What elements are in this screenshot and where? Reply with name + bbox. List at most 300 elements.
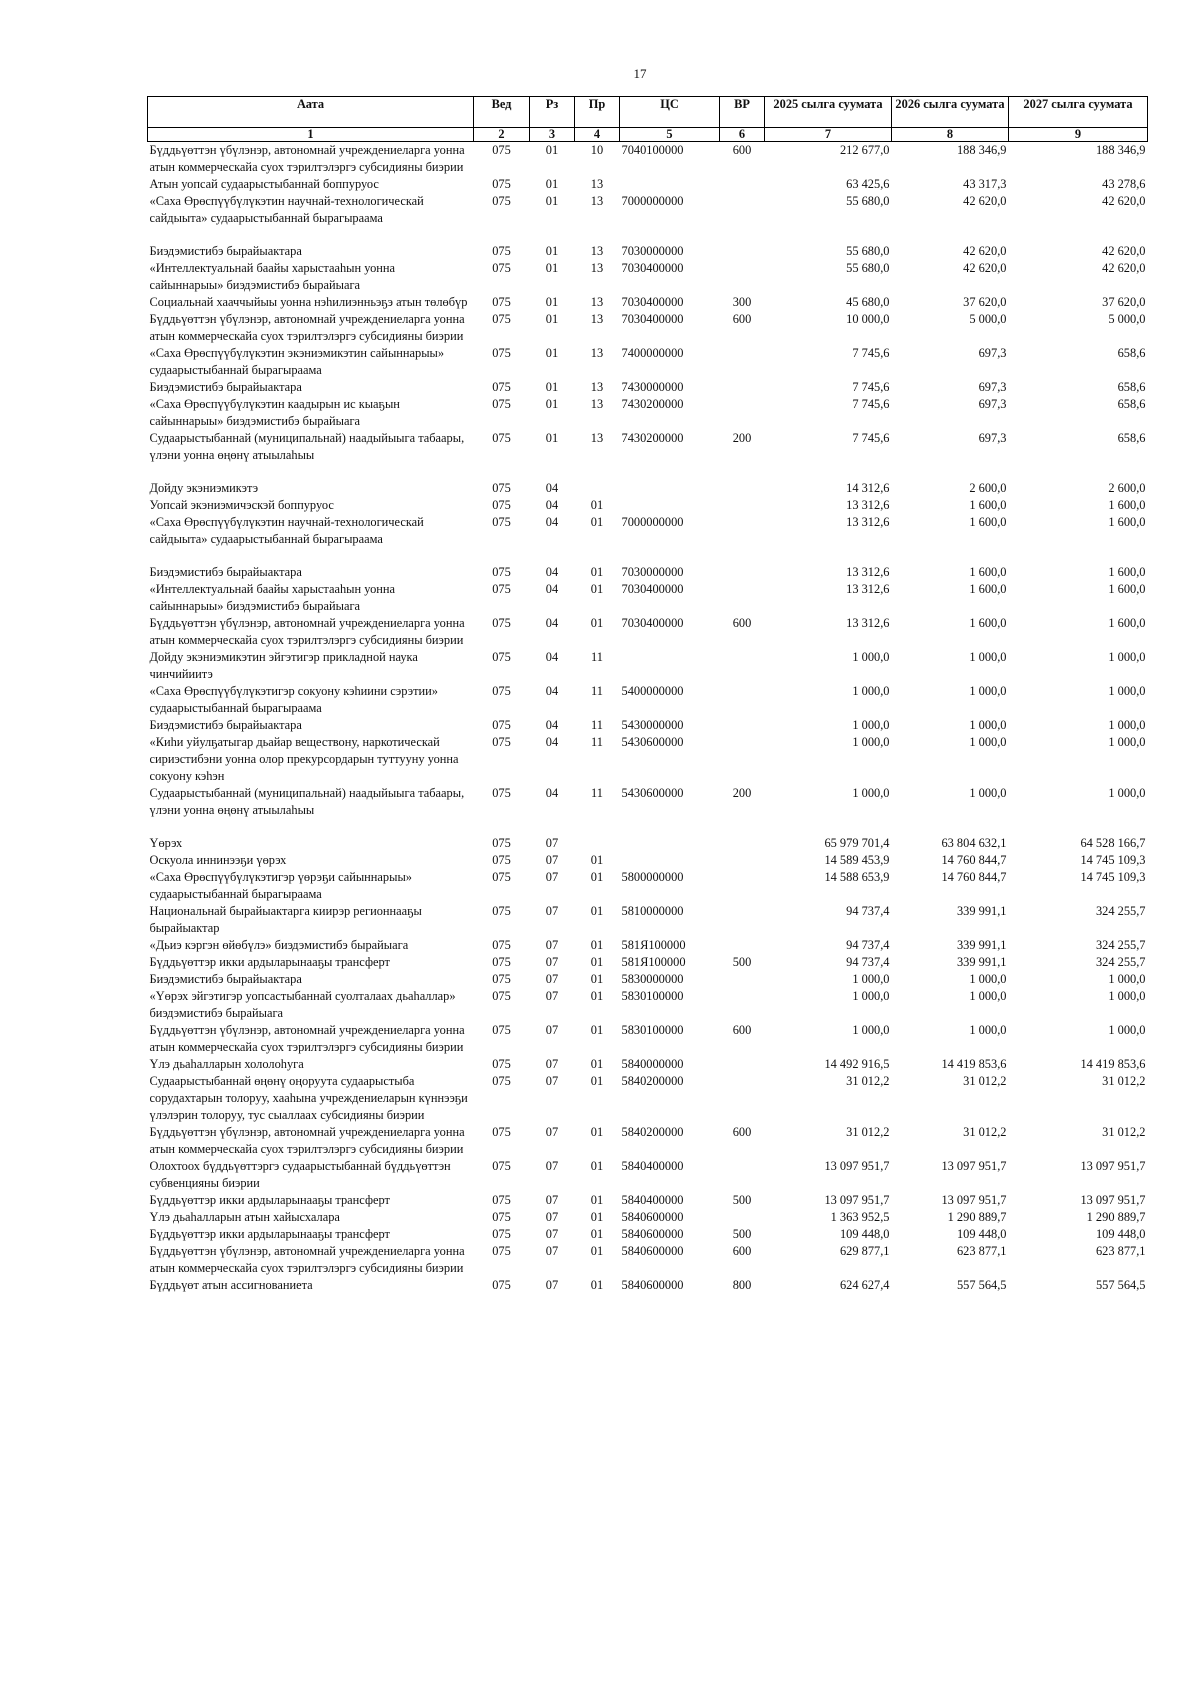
amount-2026-cell: 31 012,2: [963, 1074, 1007, 1088]
amount-2027-cell: 42 620,0: [1102, 244, 1146, 258]
amount-2027-cell: 658,6: [1117, 397, 1146, 411]
amount-2025-cell: 1 000,0: [852, 684, 890, 698]
amount-2027-cell: 64 528 166,7: [1080, 836, 1146, 850]
row-name-cell: «Саха Өрөспүүбүлүкэтин научнай-технологическай сайдыыта» судаарыстыбаннай бырагыраама: [149, 515, 424, 546]
pr-cell: 01: [590, 515, 604, 529]
amount-2027-cell: 43 278,6: [1102, 177, 1146, 191]
table-row: [148, 142, 1148, 177]
ved-cell: 075: [492, 853, 511, 867]
amount-2027-cell: 14 419 853,6: [1080, 1057, 1146, 1071]
rz-cell: 01: [545, 244, 559, 258]
col-index: 5: [620, 128, 720, 142]
amount-2026-cell: 42 620,0: [963, 194, 1007, 208]
rz-cell: 01: [545, 346, 559, 360]
vr-cell: 600: [732, 616, 752, 630]
amount-2027-cell: 324 255,7: [1095, 955, 1146, 969]
amount-2025-cell: 13 312,6: [846, 582, 890, 596]
table-row: [148, 835, 1148, 852]
pr-cell: 01: [590, 1057, 604, 1071]
row-name-cell: Уопсай экэниэмичэскэй боппуруос: [149, 498, 334, 512]
pr-cell: 01: [590, 972, 604, 986]
cs-cell: [620, 497, 720, 514]
table-row: [148, 1192, 1148, 1209]
col-index: 9: [1009, 128, 1148, 142]
amount-2027-cell: 31 012,2: [1102, 1125, 1146, 1139]
vr-cell: [720, 1209, 765, 1226]
rz-cell: 01: [545, 312, 559, 326]
rz-cell: 04: [545, 565, 559, 579]
cs-cell: [620, 835, 720, 852]
amount-2025-cell: 1 000,0: [852, 650, 890, 664]
pr-cell: 01: [590, 955, 604, 969]
row-name-cell: «Интеллектуальнай баайы харыстааһын уонна сайыннарыы» биэдэмистибэ бырайыага: [149, 582, 396, 613]
vr-cell: 200: [732, 431, 752, 445]
amount-2025-cell: 31 012,2: [846, 1074, 890, 1088]
ved-cell: 075: [492, 295, 511, 309]
ved-cell: 075: [492, 735, 511, 749]
table-row: [148, 1209, 1148, 1226]
row-name-cell: Бүддьүөттэр икки ардыларынааҕы трансферт: [149, 1227, 390, 1241]
vr-cell: [720, 683, 765, 717]
amount-2025-cell: 13 312,6: [846, 565, 890, 579]
rz-cell: 07: [545, 904, 559, 918]
table-row: [148, 615, 1148, 649]
amount-2026-cell: 14 419 853,6: [941, 1057, 1007, 1071]
amount-2026-cell: 339 991,1: [956, 938, 1007, 952]
rz-cell: 04: [545, 786, 559, 800]
ved-cell: 075: [492, 1210, 511, 1224]
row-name-cell: Олохтоох бүддьүөттэргэ судаарыстыбаннай бүддьүөттэн субвенцияны биэрии: [149, 1159, 451, 1190]
row-name-cell: Биэдэмистибэ бырайыактара: [149, 380, 302, 394]
pr-cell: 11: [591, 786, 603, 800]
row-name-cell: Бүддьүөт атын ассигнованиета: [149, 1278, 313, 1292]
row-name-cell: «Саха Өрөспүүбүлүкэтин научнай-технологическай сайдыыта» судаарыстыбаннай бырагыраама: [149, 194, 424, 225]
amount-2027-cell: 1 600,0: [1108, 616, 1146, 630]
cs-cell: 5830100000: [621, 989, 684, 1003]
pr-cell: 01: [590, 582, 604, 596]
amount-2027-cell: 1 000,0: [1108, 786, 1146, 800]
vr-cell: [720, 260, 765, 294]
row-name-cell: «Интеллектуальнай баайы харыстааһын уонна сайыннарыы» биэдэмистибэ бырайыага: [149, 261, 396, 292]
vr-cell: [720, 734, 765, 785]
cs-cell: 7430200000: [621, 431, 684, 445]
rz-cell: 07: [545, 1023, 559, 1037]
amount-2025-cell: 13 097 951,7: [824, 1159, 890, 1173]
amount-2025-cell: 7 745,6: [852, 346, 890, 360]
row-name-cell: Социальнай хааччыйыы уонна нэһилиэнньэҕэ атын төлөбүр: [149, 295, 468, 309]
row-name-cell: Судаарыстыбаннай өңөнү оңоруута судаарыстыба сорудахтарын толоруу, хааһына учреждениеларын күннээҕи үлэлэрин толоруу, тус сыаллаах субсидияны биэрии: [149, 1074, 468, 1122]
cs-cell: 5430600000: [621, 735, 684, 749]
vr-cell: [720, 581, 765, 615]
cs-cell: 5830100000: [621, 1023, 684, 1037]
vr-cell: [720, 379, 765, 396]
cs-cell: 7030000000: [621, 244, 684, 258]
pr-cell: 01: [590, 1159, 604, 1173]
pr-cell: 13: [590, 194, 604, 208]
vr-cell: [720, 869, 765, 903]
table-row: [148, 1158, 1148, 1192]
amount-2025-cell: 63 425,6: [846, 177, 890, 191]
ved-cell: 075: [492, 786, 511, 800]
amount-2025-cell: 14 492 916,5: [824, 1057, 890, 1071]
pr-cell: 11: [591, 650, 603, 664]
amount-2025-cell: 1 000,0: [852, 1023, 890, 1037]
vr-cell: [720, 1056, 765, 1073]
amount-2026-cell: 1 600,0: [969, 582, 1007, 596]
amount-2026-cell: 43 317,3: [963, 177, 1007, 191]
cs-cell: [620, 176, 720, 193]
table-row: [148, 717, 1148, 734]
amount-2027-cell: 1 600,0: [1108, 515, 1146, 529]
vr-cell: [720, 480, 765, 497]
amount-2025-cell: 45 680,0: [846, 295, 890, 309]
rz-cell: 04: [545, 582, 559, 596]
rz-cell: 07: [545, 1227, 559, 1241]
amount-2027-cell: 623 877,1: [1095, 1244, 1146, 1258]
col-index: 1: [148, 128, 474, 142]
amount-2027-cell: 109 448,0: [1095, 1227, 1146, 1241]
cs-cell: 5840200000: [621, 1125, 684, 1139]
table-row: [148, 1243, 1148, 1277]
pr-cell: 13: [590, 244, 604, 258]
vr-cell: [720, 514, 765, 548]
amount-2026-cell: 1 000,0: [969, 735, 1007, 749]
vr-cell: [720, 988, 765, 1022]
col-index: 8: [892, 128, 1009, 142]
table-row: [148, 649, 1148, 683]
amount-2025-cell: 629 877,1: [839, 1244, 890, 1258]
col-header-2027: 2027 сылга суумата: [1009, 97, 1148, 128]
rz-cell: 04: [545, 684, 559, 698]
amount-2026-cell: 13 097 951,7: [941, 1159, 1007, 1173]
ved-cell: 075: [492, 380, 511, 394]
vr-cell: [720, 852, 765, 869]
vr-cell: [720, 717, 765, 734]
ved-cell: 075: [492, 836, 511, 850]
amount-2025-cell: 1 000,0: [852, 735, 890, 749]
col-index: 4: [575, 128, 620, 142]
table-row: [148, 988, 1148, 1022]
rz-cell: 07: [545, 1244, 559, 1258]
cs-cell: 7030400000: [621, 582, 684, 596]
amount-2026-cell: 14 760 844,7: [941, 870, 1007, 884]
page-number: 17: [633, 66, 647, 81]
amount-2027-cell: 1 000,0: [1108, 718, 1146, 732]
spacer-row: [148, 548, 1148, 564]
table-row: [148, 480, 1148, 497]
amount-2025-cell: 624 627,4: [839, 1278, 890, 1292]
table-row: [148, 852, 1148, 869]
rz-cell: 07: [545, 1278, 559, 1292]
rz-cell: 07: [545, 938, 559, 952]
vr-cell: [720, 1073, 765, 1124]
amount-2027-cell: 658,6: [1117, 346, 1146, 360]
amount-2027-cell: 1 600,0: [1108, 582, 1146, 596]
ved-cell: 075: [492, 1023, 511, 1037]
table-row: [148, 1277, 1148, 1294]
amount-2025-cell: 13 312,6: [846, 515, 890, 529]
cs-cell: 7030400000: [621, 295, 684, 309]
table-row: [148, 683, 1148, 717]
row-name-cell: Судаарыстыбаннай (муниципальнай) наадыйыыга табаары, үлэни уонна өңөнү атыылаһыы: [149, 431, 465, 462]
ved-cell: 075: [492, 1278, 511, 1292]
cs-cell: 5840400000: [621, 1159, 684, 1173]
amount-2026-cell: 14 760 844,7: [941, 853, 1007, 867]
amount-2026-cell: 697,3: [978, 431, 1007, 445]
amount-2026-cell: 1 000,0: [969, 786, 1007, 800]
table-header: [148, 97, 1148, 142]
amount-2026-cell: 1 600,0: [969, 565, 1007, 579]
ved-cell: 075: [492, 989, 511, 1003]
pr-cell: 01: [590, 565, 604, 579]
ved-cell: 075: [492, 1244, 511, 1258]
vr-cell: [720, 564, 765, 581]
rz-cell: 07: [545, 955, 559, 969]
table-row: [148, 1226, 1148, 1243]
cs-cell: 7000000000: [621, 194, 684, 208]
ved-cell: 075: [492, 684, 511, 698]
amount-2026-cell: 1 000,0: [969, 1023, 1007, 1037]
vr-cell: [720, 176, 765, 193]
rz-cell: 01: [545, 397, 559, 411]
amount-2025-cell: 7 745,6: [852, 431, 890, 445]
ved-cell: 075: [492, 1057, 511, 1071]
amount-2026-cell: 13 097 951,7: [941, 1193, 1007, 1207]
pr-cell: 10: [590, 143, 604, 157]
rz-cell: 01: [545, 261, 559, 275]
amount-2026-cell: 1 600,0: [969, 616, 1007, 630]
amount-2027-cell: 42 620,0: [1102, 194, 1146, 208]
amount-2025-cell: 1 000,0: [852, 718, 890, 732]
rz-cell: 04: [545, 718, 559, 732]
pr-cell: 01: [590, 1210, 604, 1224]
table-row: [148, 903, 1148, 937]
vr-cell: 200: [732, 786, 752, 800]
col-header-ved: Вед: [474, 97, 530, 128]
amount-2026-cell: 109 448,0: [956, 1227, 1007, 1241]
amount-2027-cell: 37 620,0: [1102, 295, 1146, 309]
pr-cell: 01: [590, 989, 604, 1003]
budget-table: [147, 96, 1148, 1294]
vr-cell: 500: [732, 955, 752, 969]
amount-2026-cell: 1 000,0: [969, 650, 1007, 664]
rz-cell: 04: [545, 735, 559, 749]
amount-2027-cell: 557 564,5: [1095, 1278, 1146, 1292]
rz-cell: 07: [545, 1074, 559, 1088]
cs-cell: 5840600000: [621, 1244, 684, 1258]
amount-2025-cell: 10 000,0: [846, 312, 890, 326]
ved-cell: 075: [492, 481, 511, 495]
amount-2027-cell: 13 097 951,7: [1080, 1159, 1146, 1173]
amount-2025-cell: 14 588 653,9: [824, 870, 890, 884]
amount-2027-cell: 2 600,0: [1108, 481, 1146, 495]
pr-cell: 01: [590, 904, 604, 918]
pr-cell: 01: [590, 1023, 604, 1037]
row-name-cell: «Саха Өрөспүүбүлүкэтин экэниэмикэтин сайыннарыы» судаарыстыбаннай бырагыраама: [149, 346, 445, 377]
ved-cell: 075: [492, 718, 511, 732]
amount-2025-cell: 31 012,2: [846, 1125, 890, 1139]
cs-cell: 5810000000: [621, 904, 684, 918]
ved-cell: 075: [492, 1074, 511, 1088]
pr-cell: 01: [590, 1244, 604, 1258]
table-row: [148, 1022, 1148, 1056]
amount-2025-cell: 94 737,4: [846, 938, 890, 952]
ved-cell: 075: [492, 972, 511, 986]
amount-2027-cell: 42 620,0: [1102, 261, 1146, 275]
table-row: [148, 581, 1148, 615]
pr-cell: 01: [590, 938, 604, 952]
row-name-cell: Биэдэмистибэ бырайыактара: [149, 718, 302, 732]
ved-cell: 075: [492, 312, 511, 326]
cs-cell: 581Я100000: [621, 955, 686, 969]
row-name-cell: «Дьиэ кэргэн өйөбүлэ» биэдэмистибэ бырайыага: [149, 938, 409, 952]
vr-cell: [720, 497, 765, 514]
amount-2027-cell: 14 745 109,3: [1080, 870, 1146, 884]
rz-cell: 01: [545, 143, 559, 157]
vr-cell: [720, 1158, 765, 1192]
row-name-cell: «Саха Өрөспүүбүлүкэтигэр үөрэҕи сайыннарыы» судаарыстыбаннай бырагыраама: [149, 870, 412, 901]
pr-cell: 01: [590, 1278, 604, 1292]
row-name-cell: Үлэ дьаһалларын хололоһуга: [149, 1057, 304, 1071]
cs-cell: 7030400000: [621, 312, 684, 326]
amount-2025-cell: 1 000,0: [852, 972, 890, 986]
pr-cell: 13: [590, 295, 604, 309]
pr-cell: 11: [591, 735, 603, 749]
amount-2026-cell: 188 346,9: [956, 143, 1007, 157]
row-name-cell: Бүддьүөттэн үбүлэнэр, автономнай учреждениеларга уонна атын коммерческайа суох тэрилтэлэргэ субсидияны биэрии: [149, 312, 465, 343]
amount-2027-cell: 13 097 951,7: [1080, 1193, 1146, 1207]
vr-cell: [720, 971, 765, 988]
row-name-cell: Бүддьүөттэн үбүлэнэр, автономнай учреждениеларга уонна атын коммерческайа суох тэрилтэлэргэ субсидияны биэрии: [149, 616, 465, 647]
row-name-cell: Дойду экэниэмикэтин эйгэтигэр прикладной наука чинчийиитэ: [149, 650, 418, 681]
cs-cell: 5430000000: [621, 718, 684, 732]
amount-2027-cell: 658,6: [1117, 431, 1146, 445]
row-name-cell: Бүддьүөттэн үбүлэнэр, автономнай учреждениеларга уонна атын коммерческайа суох тэрилтэлэргэ субсидияны биэрии: [149, 1023, 465, 1054]
cs-cell: 5840600000: [621, 1227, 684, 1241]
table-row: [148, 294, 1148, 311]
rz-cell: 07: [545, 989, 559, 1003]
row-name-cell: Судаарыстыбаннай (муниципальнай) наадыйыыга табаары, үлэни уонна өңөнү атыылаһыы: [149, 786, 465, 817]
amount-2025-cell: 55 680,0: [846, 194, 890, 208]
table-row: [148, 1124, 1148, 1158]
amount-2027-cell: 1 000,0: [1108, 684, 1146, 698]
rz-cell: 04: [545, 650, 559, 664]
vr-cell: [720, 903, 765, 937]
pr-cell: 13: [590, 380, 604, 394]
amount-2026-cell: 557 564,5: [956, 1278, 1007, 1292]
ved-cell: 075: [492, 904, 511, 918]
cs-cell: 7430000000: [621, 380, 684, 394]
pr-cell: 13: [590, 261, 604, 275]
table-row: [148, 430, 1148, 464]
rz-cell: 07: [545, 836, 559, 850]
rz-cell: 07: [545, 1193, 559, 1207]
amount-2026-cell: 1 000,0: [969, 684, 1007, 698]
row-name-cell: Бүддьүөттэн үбүлэнэр, автономнай учреждениеларга уонна атын коммерческайа суох тэрилтэлэргэ субсидияны биэрии: [149, 1125, 465, 1156]
amount-2025-cell: 13 312,6: [846, 616, 890, 630]
table-row: [148, 345, 1148, 379]
table-row: [148, 260, 1148, 294]
pr-cell: 13: [590, 397, 604, 411]
rz-cell: 04: [545, 616, 559, 630]
table-row: [148, 971, 1148, 988]
rz-cell: 01: [545, 431, 559, 445]
amount-2025-cell: 94 737,4: [846, 904, 890, 918]
ved-cell: 075: [492, 582, 511, 596]
pr-cell: 11: [591, 718, 603, 732]
amount-2027-cell: 1 600,0: [1108, 498, 1146, 512]
rz-cell: 01: [545, 295, 559, 309]
vr-cell: [720, 649, 765, 683]
col-index: 2: [474, 128, 530, 142]
amount-2027-cell: 14 745 109,3: [1080, 853, 1146, 867]
rz-cell: 04: [545, 515, 559, 529]
row-name-cell: Биэдэмистибэ бырайыактара: [149, 244, 302, 258]
cs-cell: [620, 649, 720, 683]
cs-cell: 7030000000: [621, 565, 684, 579]
amount-2027-cell: 1 000,0: [1108, 735, 1146, 749]
amount-2025-cell: 1 000,0: [852, 786, 890, 800]
rz-cell: 04: [545, 498, 559, 512]
vr-cell: 800: [732, 1278, 752, 1292]
ved-cell: 075: [492, 565, 511, 579]
ved-cell: 075: [492, 955, 511, 969]
pr-cell: 13: [590, 312, 604, 326]
spacer-row: [148, 819, 1148, 835]
amount-2026-cell: 623 877,1: [956, 1244, 1007, 1258]
cs-cell: 5400000000: [621, 684, 684, 698]
vr-cell: [720, 835, 765, 852]
amount-2027-cell: 324 255,7: [1095, 938, 1146, 952]
ved-cell: 075: [492, 1227, 511, 1241]
cs-cell: 5840200000: [621, 1074, 684, 1088]
table-body: [148, 142, 1148, 1295]
ved-cell: 075: [492, 346, 511, 360]
amount-2026-cell: 1 000,0: [969, 972, 1007, 986]
cs-cell: [620, 480, 720, 497]
cs-cell: 5840000000: [621, 1057, 684, 1071]
ved-cell: 075: [492, 515, 511, 529]
ved-cell: 075: [492, 177, 511, 191]
pr-cell: [575, 835, 620, 852]
ved-cell: 075: [492, 870, 511, 884]
vr-cell: 300: [732, 295, 752, 309]
pr-cell: 01: [590, 1125, 604, 1139]
spacer-cell: [148, 548, 1148, 564]
table-row: [148, 937, 1148, 954]
table-row: [148, 1073, 1148, 1124]
amount-2026-cell: 31 012,2: [963, 1125, 1007, 1139]
table-row: [148, 193, 1148, 227]
cs-cell: 5840600000: [621, 1210, 684, 1224]
vr-cell: 600: [732, 312, 752, 326]
rz-cell: 07: [545, 1210, 559, 1224]
col-header-cs: ЦС: [620, 97, 720, 128]
ved-cell: 075: [492, 1159, 511, 1173]
row-name-cell: Дойду экэниэмикэтэ: [149, 481, 259, 495]
vr-cell: 600: [732, 143, 752, 157]
amount-2027-cell: 658,6: [1117, 380, 1146, 394]
ved-cell: 075: [492, 616, 511, 630]
row-name-cell: Бүддьүөттэр икки ардыларынааҕы трансферт: [149, 1193, 390, 1207]
table-row: [148, 243, 1148, 260]
vr-cell: 600: [732, 1023, 752, 1037]
cs-cell: 5430600000: [621, 786, 684, 800]
cs-cell: [620, 852, 720, 869]
amount-2025-cell: 55 680,0: [846, 261, 890, 275]
amount-2026-cell: 1 290 889,7: [947, 1210, 1007, 1224]
ved-cell: 075: [492, 261, 511, 275]
